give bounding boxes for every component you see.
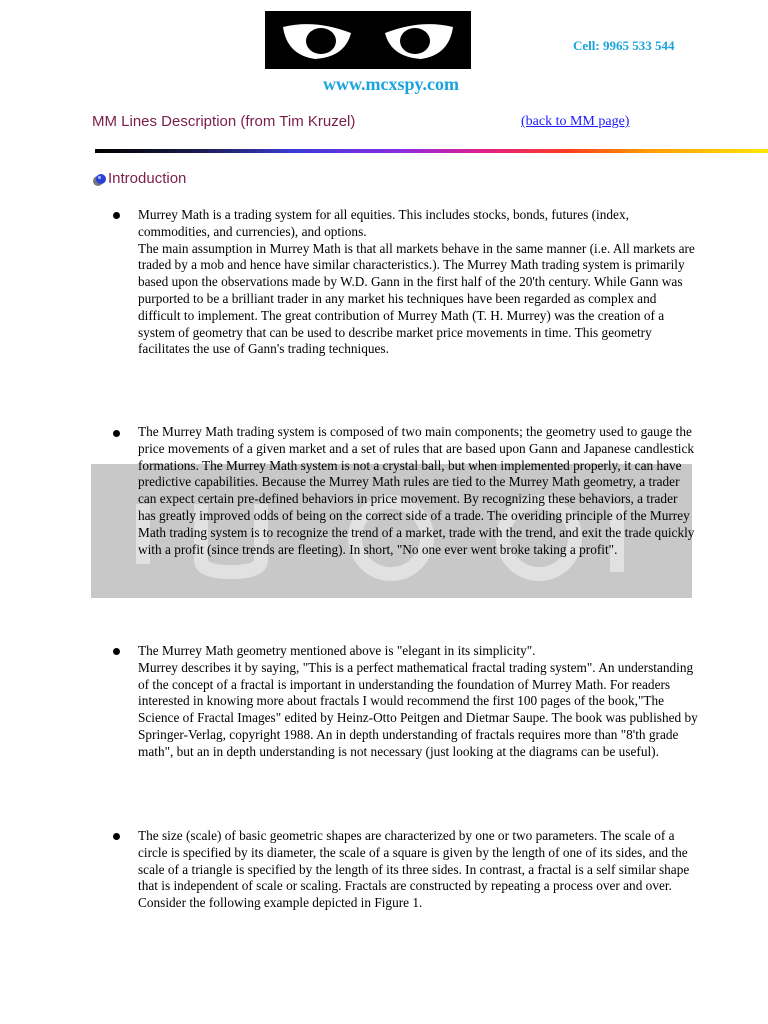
item-paragraph: Murrey Math is a trading system for all equities. This includes stocks, bonds, futures (index, commodities, and currencies), and options. — [138, 207, 629, 239]
item-paragraph: The size (scale) of basic geometric shapes are characterized by one or two parameters. The scale of a circle is specified by its diameter, the scale of a square is given by the length of one of its sides, and the scale of a triangle is specified by the length of its three sides. In contrast, a fractal is a self similar shape that is independent of scale or scaling. Fractals are constructed by repeating a process over and over. Consider the following example depicted in Figure 1. — [138, 828, 690, 911]
eyes-logo — [265, 11, 471, 69]
gradient-divider — [95, 149, 768, 153]
bullet-dot — [113, 430, 120, 437]
bullet-dot — [113, 212, 120, 219]
cell-number: Cell: 9965 533 544 — [573, 38, 675, 53]
section-title-introduction: Introduction — [108, 170, 187, 187]
item-paragraph: The main assumption in Murrey Math is that all markets behave in the same manner (i.e. All markets are traded by a mob and hence have similar characteristics.). The Murrey Math trading system is primarily based upon the observations made by W.D. Gann in the first half of the 20'th century. While Gann was purported to be a brilliant trader in any market his techniques have been regarded as complex and difficult to implement. The great contribution of Murrey Math (T. H. Murrey) was the creation of a system of geometry that can be used to describe market price movements in time. This geometry facilitates the use of Gann's trading techniques. — [138, 240, 695, 357]
back-to-mm-link[interactable]: (back to MM page) — [521, 114, 630, 129]
site-url[interactable]: www.mcxspy.com — [323, 74, 459, 94]
page-title: MM Lines Description (from Tim Kruzel) — [92, 113, 356, 130]
bullet-dot — [113, 833, 120, 840]
item-paragraph: The Murrey Math trading system is composed of two main components; the geometry used to gauge the price movements of a given market and a set of rules that are based upon Gann and Japanese candlestick formations. The Murrey Math system is not a crystal ball, but when implemented properly, it can have predictive capabilities. Because the Murrey Math rules are tied to the Murrey Math geometry, a trader can expect certain pre-defined behaviors in price movement. By recognizing these behaviors, a trader has greatly improved odds of being on the correct side of a trade. The overiding principle of the Murrey Math trading system is to recognize the trend of a market, trade with the trend, and exit the trade quickly with a profit (since trends are fleeting). In short, "No one ever went broke taking a profit". — [138, 424, 695, 557]
list-item — [138, 828, 698, 912]
item-paragraph: Murrey describes it by saying, "This is a perfect mathematical fractal trading system". An understanding of the concept of a fractal is important in understanding the foundation of Murrey Math. For readers interested in knowing more about fractals I would recommend the first 100 pages of the book,"The Science of Fractal Images" edited by Heinz-Otto Peitgen and Dietmar Saupe. The book was published by Springer-Verlag, copyright 1988. An in depth understanding of fractals requires more than "8'th grade math", but an in depth understanding is not necessary (just looking at the diagrams can be useful). — [138, 659, 698, 759]
bullet-ball-icon — [92, 173, 108, 187]
bullet-dot — [113, 648, 120, 655]
item-paragraph: The Murrey Math geometry mentioned above is "elegant in its simplicity". — [138, 643, 536, 658]
list-item — [138, 424, 698, 558]
list-item — [138, 643, 698, 761]
list-item — [138, 207, 698, 358]
